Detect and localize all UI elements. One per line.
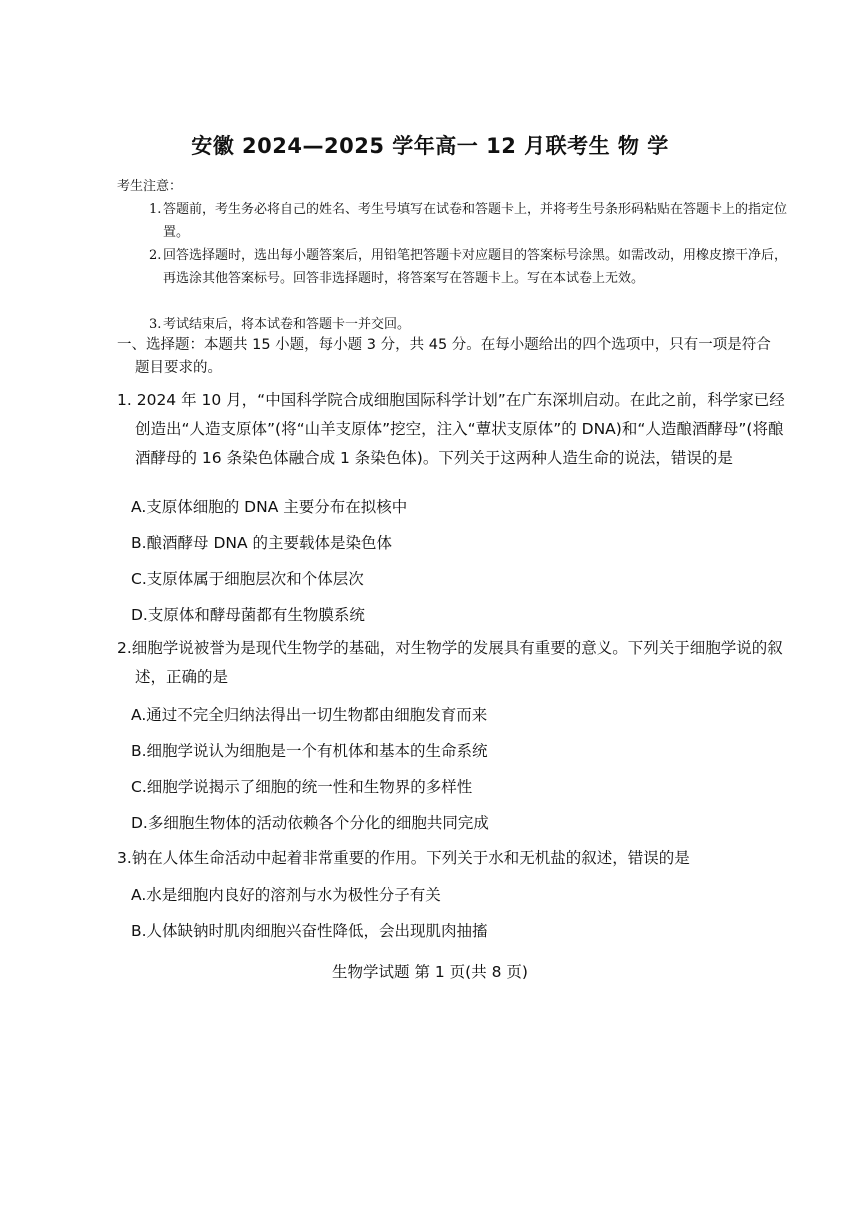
answer-option: D.多细胞生物体的活动依赖各个分化的细胞共同完成 xyxy=(131,814,489,832)
notice-heading: 考生注意： xyxy=(117,179,183,194)
answer-option: B.酿酒酵母 DNA 的主要载体是染色体 xyxy=(131,534,393,552)
notice-item xyxy=(149,198,789,244)
notice-item-text: 回答选择题时，选出每小题答案后，用铅笔把答题卡对应题目的答案标号涂黑。如需改动，用橡皮擦干净后，再选涂其他答案标号。回答非选择题时，将答案写在答题卡上。写在本试卷上无效。 xyxy=(163,248,788,286)
question-stem xyxy=(117,634,789,692)
question-2-stem: 2.细胞学说被誉为是现代生物学的基础，对生物学的发展具有重要的意义。下列关于细胞学说的叙述，正确的是 xyxy=(117,639,783,686)
answer-option: C.支原体属于细胞层次和个体层次 xyxy=(131,570,364,588)
answer-option: A.水是细胞内良好的溶剂与水为极性分子有关 xyxy=(131,886,441,904)
notice-item-number: 1. xyxy=(149,202,162,217)
answer-option: D.支原体和酵母菌都有生物膜系统 xyxy=(131,606,365,624)
question-3-stem: 3.钠在人体生命活动中起着非常重要的作用。下列关于水和无机盐的叙述，错误的是 xyxy=(117,849,690,867)
question-1-stem: 1. 2024 年 10 月，“中国科学院合成细胞国际科学计划”在广东深圳启动。在此之前，科学家已经创造出“人造支原体”(将“山羊支原体”挖空，注入“蕈状支原体”的 DNA)和“人造酿酒酵母”(将酿酒酵母的 16 条染色体融合成 1 条染色体)。下列关于这两种人造生命的说法，错误的是 xyxy=(117,391,785,467)
answer-option: B.人体缺钠时肌肉细胞兴奋性降低，会出现肌肉抽搐 xyxy=(131,922,488,940)
answer-option: C.细胞学说揭示了细胞的统一性和生物界的多样性 xyxy=(131,778,473,796)
question-stem xyxy=(117,386,789,473)
page-footer: 生物学试题 第 1 页(共 8 页) xyxy=(332,963,528,981)
notice-item-text: 考试结束后，将本试卷和答题卡一并交回。 xyxy=(163,317,411,332)
section-heading-line2: 题目要求的。 xyxy=(135,360,222,376)
question-stem xyxy=(117,844,789,873)
section-heading xyxy=(117,334,787,380)
answer-option: A.支原体细胞的 DNA 主要分布在拟核中 xyxy=(131,498,408,516)
exam-title: 安徽 2024—2025 学年高一 12 月联考生 物 学 xyxy=(191,134,669,158)
notice-item-text: 答题前，考生务必将自己的姓名、考生号填写在试卷和答题卡上，并将考生号条形码粘贴在答题卡上的指定位置。 xyxy=(163,202,788,240)
answer-option: A.通过不完全归纳法得出一切生物都由细胞发育而来 xyxy=(131,706,488,724)
notice-item-number: 3. xyxy=(149,317,162,332)
answer-option: B.细胞学说认为细胞是一个有机体和基本的生命系统 xyxy=(131,742,488,760)
notice-item-number: 2. xyxy=(149,248,162,263)
notice-item xyxy=(149,244,789,290)
notice-item xyxy=(149,313,789,336)
section-heading-line1: 一、选择题：本题共 15 小题，每小题 3 分，共 45 分。在每小题给出的四个选项中，只有一项是符合 xyxy=(117,337,771,353)
